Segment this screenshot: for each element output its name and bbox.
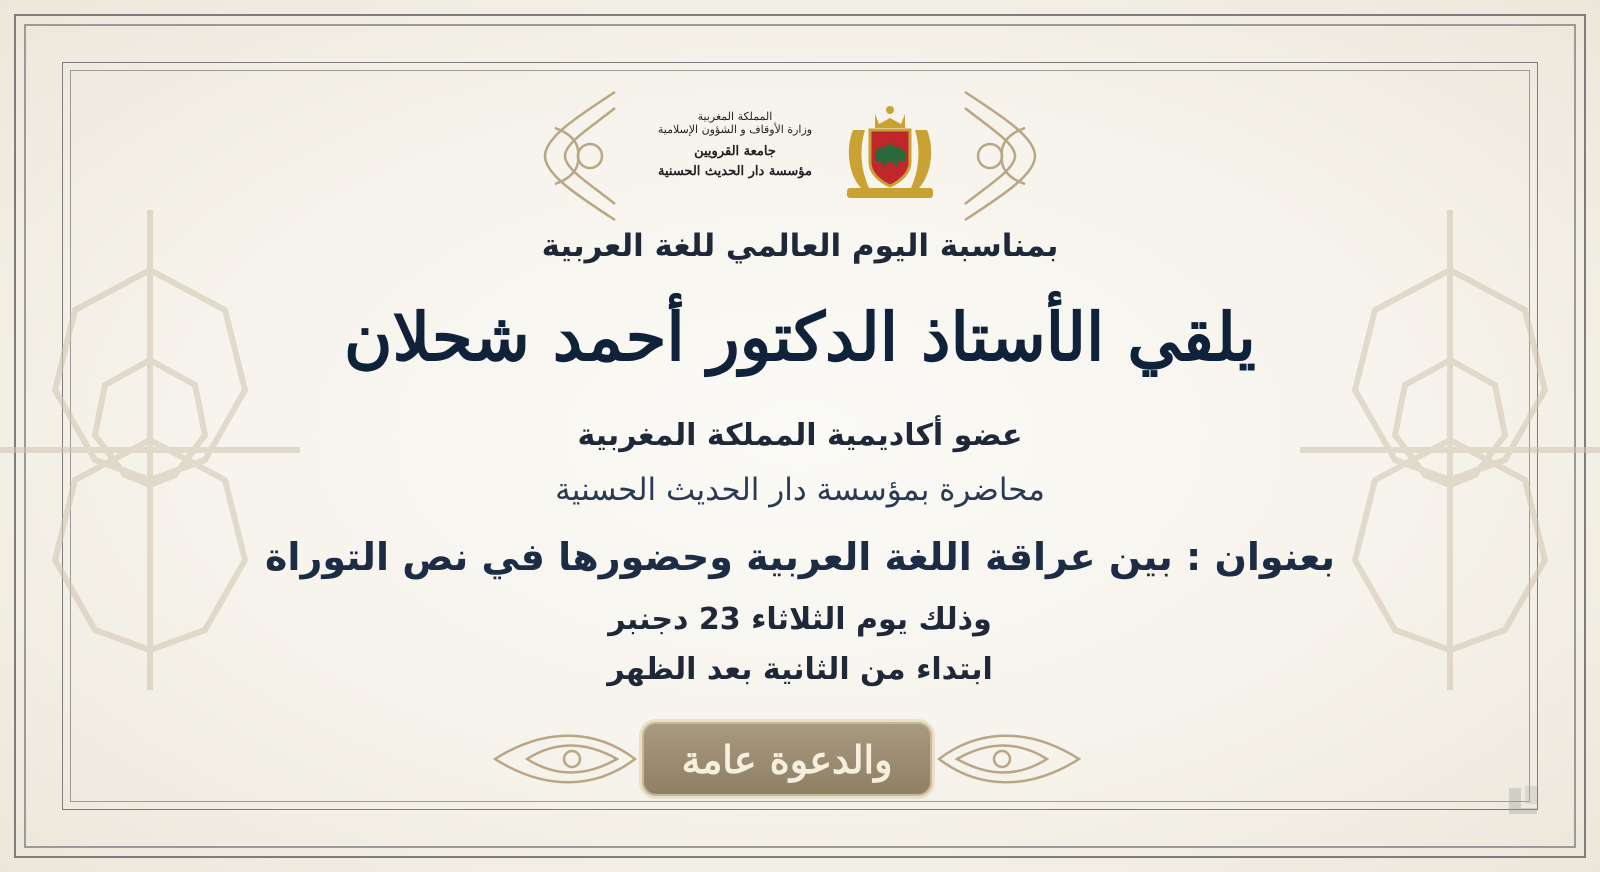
banner-ornament-right: [937, 720, 1087, 798]
speaker-affiliation: عضو أكاديمية المملكة المغربية: [577, 418, 1023, 453]
occasion-line: بمناسبة اليوم العالمي للغة العربية: [541, 228, 1059, 264]
coat-of-arms-icon: [835, 100, 945, 210]
watermark-logo-icon: [1501, 778, 1545, 822]
lecture-time: ابتداء من الثانية بعد الظهر: [607, 652, 993, 687]
invitation-banner: [487, 712, 1087, 808]
flourish-ornament-left: [535, 88, 625, 224]
flourish-ornament-right: [955, 88, 1045, 224]
institute-name: مؤسسة دار الحديث الحسنية: [658, 163, 812, 179]
institution-header: [640, 100, 960, 220]
ministry-name: وزارة الأوقاف و الشؤون الإسلامية: [657, 123, 813, 137]
kingdom-name: المملكة المغربية: [697, 110, 773, 123]
invitation-text: والدعوة عامة: [681, 736, 893, 782]
speaker-name: يلقي الأستاذ الدكتور أحمد شحلان: [344, 298, 1256, 376]
university-name: جامعة القرويين: [694, 144, 776, 160]
lecture-venue: محاضرة بمؤسسة دار الحديث الحسنية: [555, 472, 1045, 508]
institution-text: [640, 110, 830, 180]
lecture-title: بعنوان : بين عراقة اللغة العربية وحضورها في نص التوراة: [265, 535, 1335, 579]
banner-ornament-left: [487, 720, 637, 798]
invitation-badge: [642, 722, 932, 796]
lecture-date: وذلك يوم الثلاثاء 23 دجنبر: [608, 602, 992, 637]
